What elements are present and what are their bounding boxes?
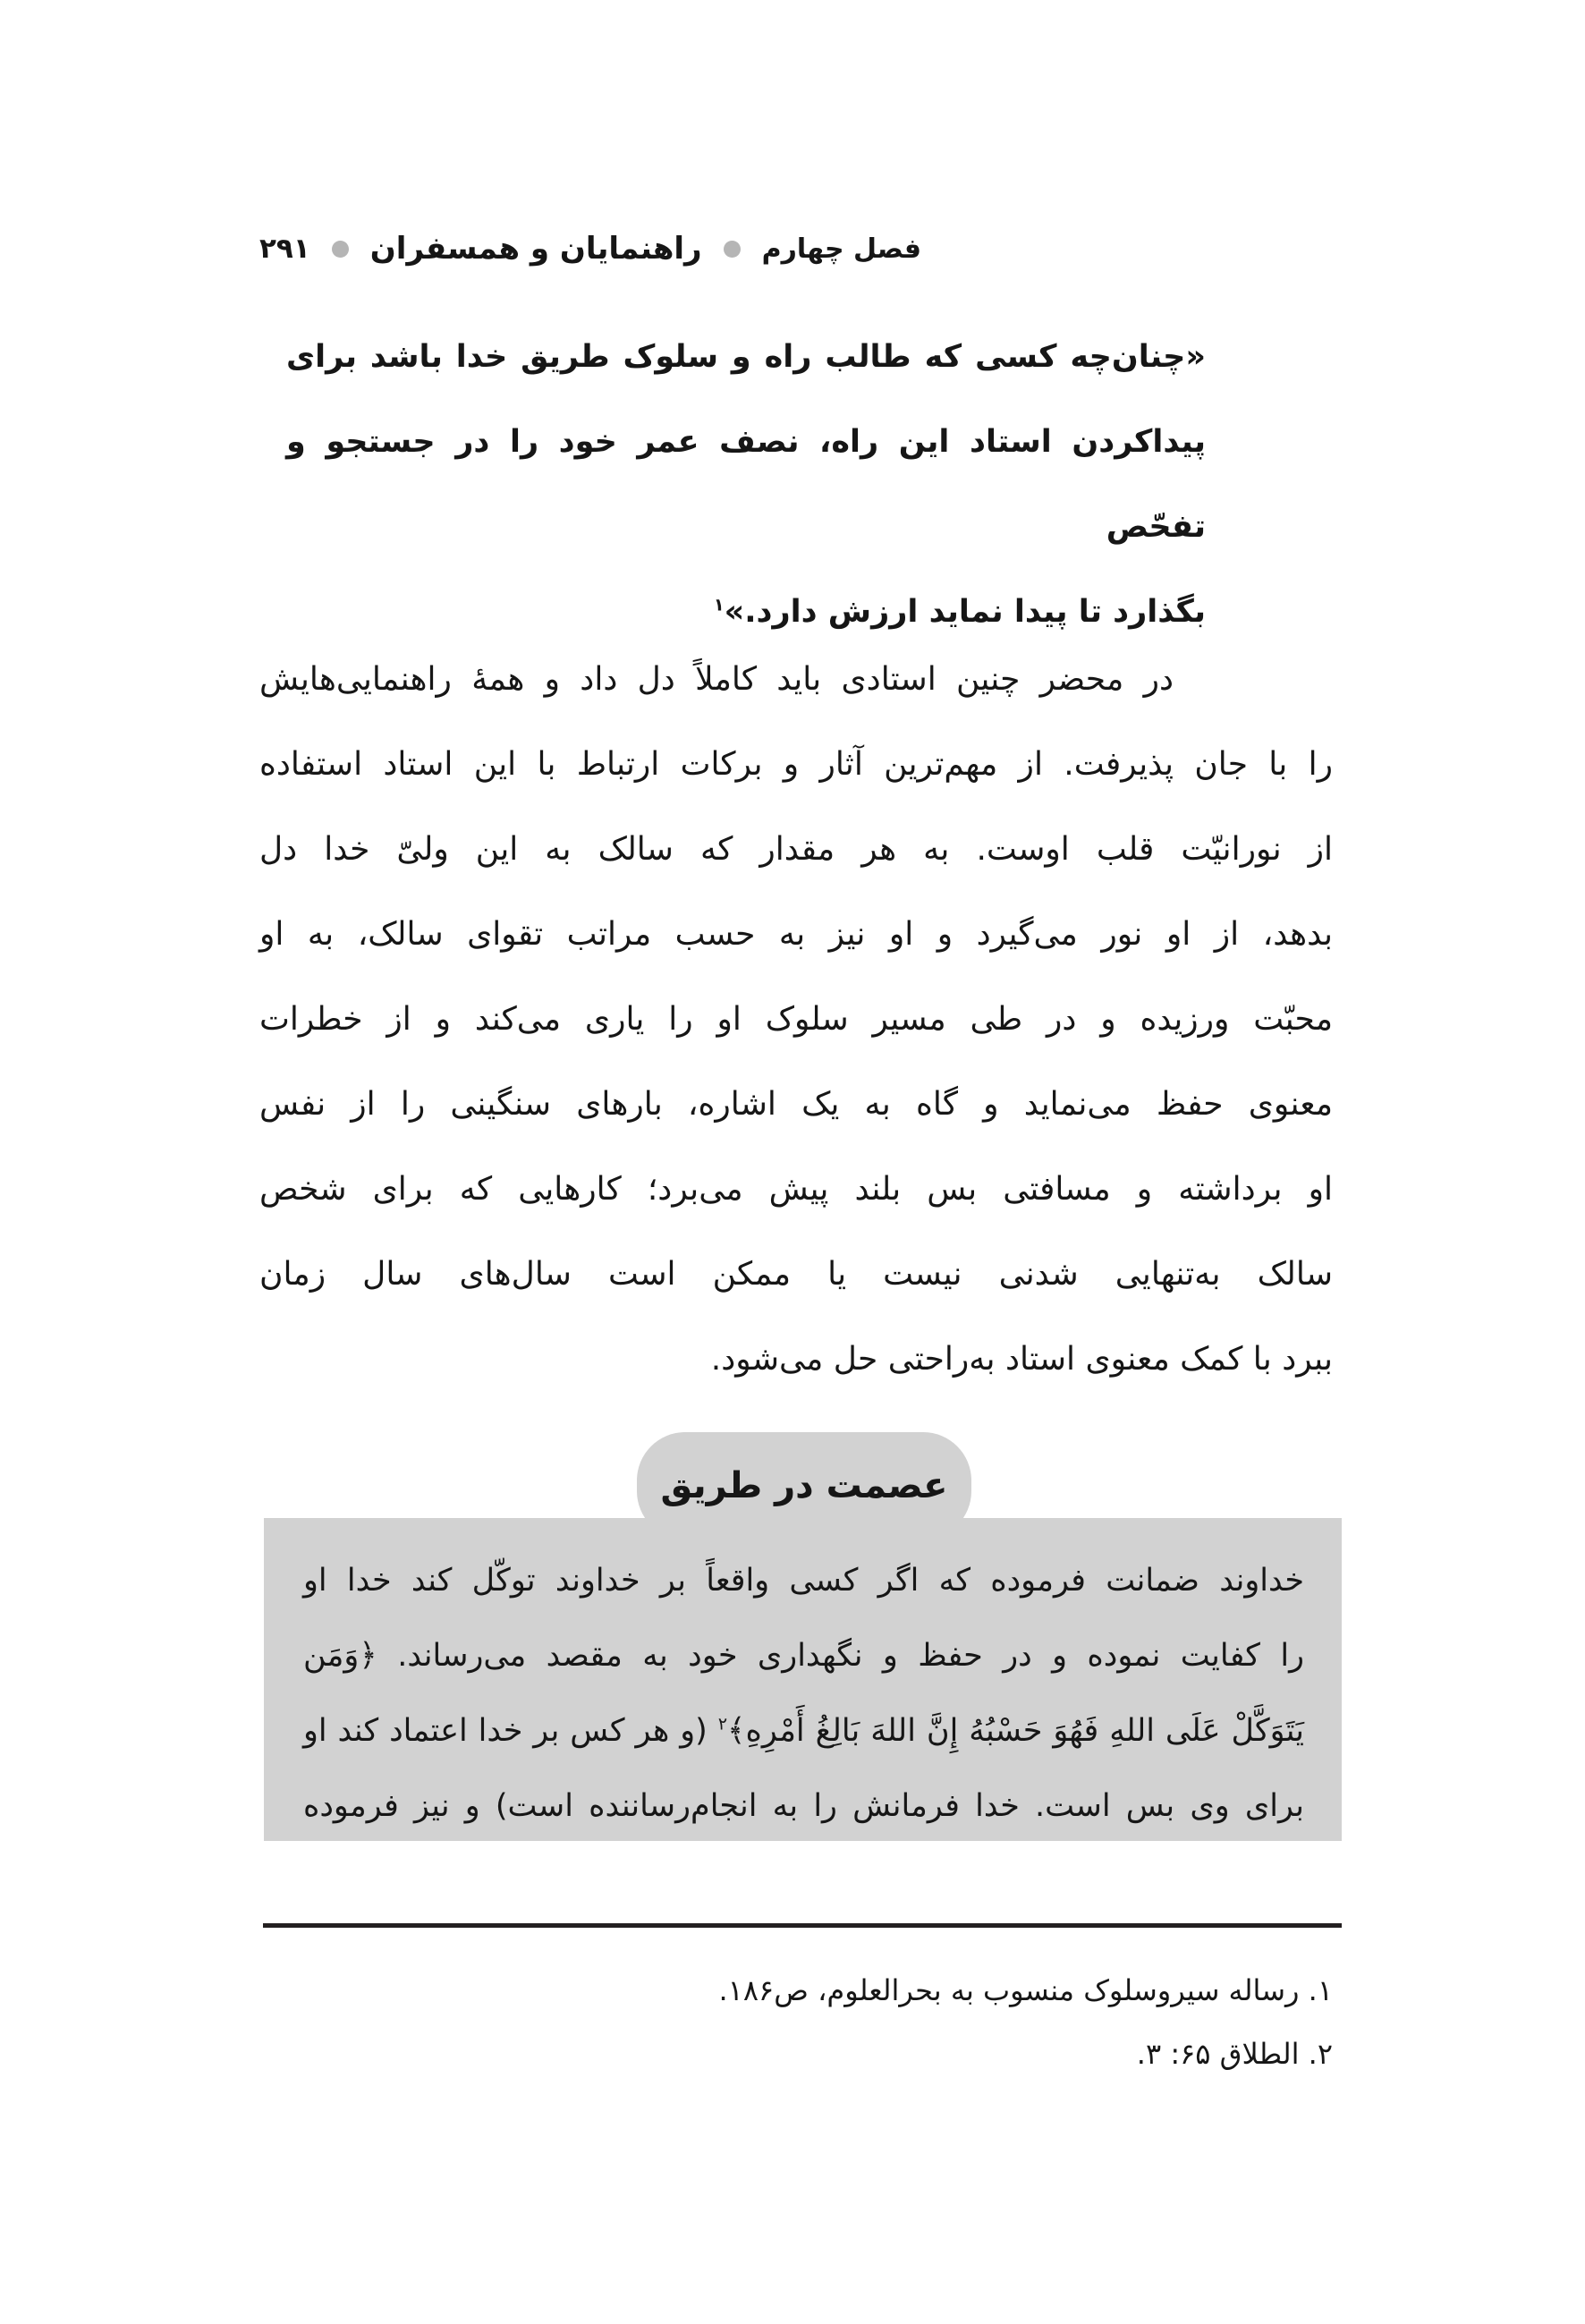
footnotes — [259, 1959, 1333, 2086]
footnote-marker: ۲ — [717, 1713, 728, 1735]
section-title: راهنمایان و همسفران — [369, 231, 702, 267]
highlighted-passage — [264, 1518, 1342, 1841]
block-quote — [286, 315, 1206, 655]
text-line: پیداکردن استاد این راه، نصف عمر خود را در جستجو و تفحّص — [286, 424, 1206, 545]
text-line: او برداشته و مسافتی بس بلند پیش می‌برد؛ کارهایی که برای شخص — [259, 1171, 1333, 1208]
section-heading-label: عصمت در طریق — [660, 1465, 948, 1506]
footnote-marker: ۱ — [713, 594, 725, 615]
text-line: در محضر چنین استادی باید کاملاً دل داد و همهٔ راهنمایی‌هایش — [259, 661, 1174, 698]
text-line: ببرد با کمک معنوی استاد به‌راحتی حل می‌شود. — [710, 1341, 1333, 1378]
text-line: معنوی حفظ می‌نماید و گاه به یک اشاره، بارهای سنگینی را از نفس — [259, 1086, 1333, 1123]
text-line: سالک به‌تنهایی شدنی نیست یا ممکن است سال‌های سال زمان — [259, 1256, 1333, 1293]
text-line: را کفایت نموده و در حفظ و نگهداری خود به مقصد می‌رساند. ﴿وَمَن — [303, 1638, 1304, 1674]
text-line: بگذارد تا پیدا نماید ارزش دارد.»$^۱$ — [713, 594, 1206, 630]
text-line: محبّت ورزیده و در طی مسیر سلوک او را یاری می‌کند و از خطرات — [259, 1001, 1333, 1038]
separator-dot-icon — [724, 241, 741, 258]
running-head — [259, 231, 921, 267]
separator-dot-icon — [332, 241, 349, 258]
text-line: ۱. رساله سیروسلوک منسوب به بحرالعلوم، ص۱۸۶. — [718, 1973, 1333, 2007]
footnote-divider — [263, 1923, 1342, 1928]
text-line: برای وی بس است. خدا فرمانش را به انجام‌رساننده است) و نیز فرموده — [303, 1788, 1304, 1824]
text-line: خداوند ضمانت فرموده که اگر کسی واقعاً بر خداوند توکّل کند خدا او — [303, 1563, 1304, 1599]
text-line: «چنان‌چه کسی که طالب راه و سلوک طریق خدا باشد برای — [286, 339, 1206, 375]
body-paragraph — [259, 637, 1333, 1402]
text-line: بدهد، از او نور می‌گیرد و او نیز به حسب مراتب تقوای سالک، به او — [259, 916, 1333, 953]
text-line: يَتَوَكَّلْ عَلَى اللهِ فَهُوَ حَسْبُهُ إِنَّ اللهَ بَالِغُ أَمْرِهِ﴾$^۲$ (و هر کس بر خدا اعتماد کند او — [303, 1713, 1304, 1749]
text-line: را با جان پذیرفت. از مهم‌ترین آثار و برکات ارتباط با این استاد استفاده — [259, 746, 1333, 783]
text-line: از نورانیّت قلب اوست. به هر مقدار که سالک به این ولیّ خدا دل — [259, 831, 1333, 868]
chapter-title: فصل چهارم — [761, 233, 922, 265]
text-line: ۲. الطلاق ۶۵: ۳. — [1136, 2037, 1333, 2071]
page-number: ۲۹۱ — [259, 233, 310, 265]
